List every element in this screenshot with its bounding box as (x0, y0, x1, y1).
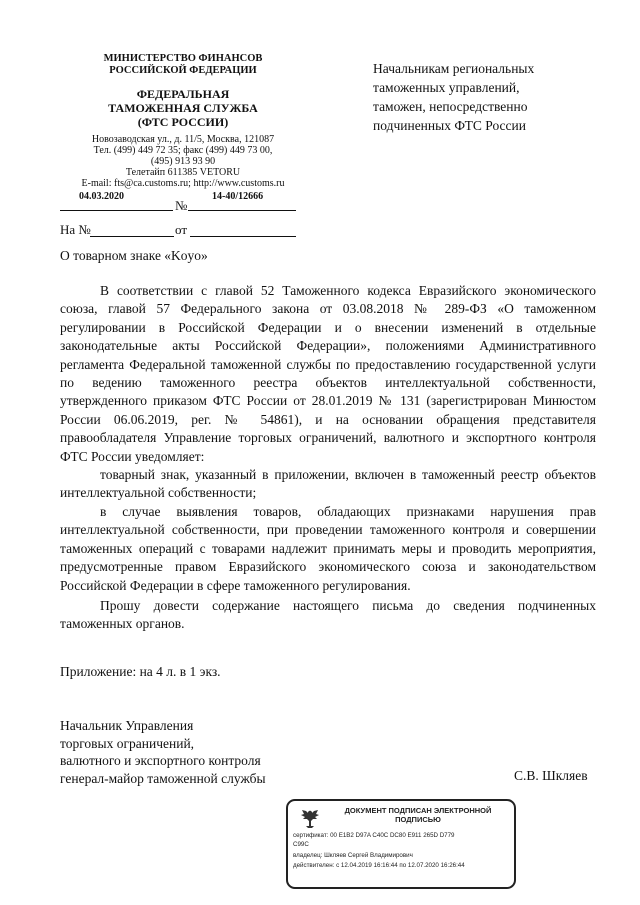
address-line: (495) 913 93 90 (150, 156, 216, 167)
ref-from-label: от (175, 222, 188, 237)
certificate-line-cont: C99C (293, 841, 309, 848)
date-underline (60, 210, 173, 211)
ministry-line: РОССИЙСКОЙ ФЕДЕРАЦИИ (109, 65, 257, 76)
position-line: генерал-майор таможенной службы (60, 770, 266, 786)
addressee-line: таможенных управлений, (373, 80, 520, 95)
validity-line: действителен: с 12.04.2019 16:16:44 по 12.07.2020 16:26:44 (293, 862, 465, 869)
ref-date-underline (190, 236, 296, 237)
stamp-title (328, 806, 508, 824)
ref-number-underline (90, 236, 174, 237)
letter-body (60, 282, 596, 634)
appendix-note: Приложение: на 4 л. в 1 экз. (60, 664, 221, 679)
registration-date: 04.03.2020 (79, 191, 124, 202)
body-paragraph: в случае выявления товаров, обладающих признаками нарушения прав интеллектуальной собственности, при проведении таможенного контроля и совершении таможенных операций с товарами надлежит принимать меры и проводить мероприятия, предусмотренные правом Евразийского экономического союза и законодательством Российской Федерации в сфере таможенного регулирования. (60, 503, 596, 593)
number-sign: № (175, 198, 188, 213)
service-line: (ФТС РОССИИ) (137, 115, 229, 129)
signer-position (60, 717, 266, 787)
position-line: валютного и экспортного контроля (60, 753, 261, 768)
sender-address (60, 134, 306, 178)
e-signature-stamp (286, 799, 516, 889)
double-headed-eagle-icon (298, 806, 322, 830)
address-line: Телетайп 611385 VETORU (125, 167, 241, 178)
addressee-line: таможен, непосредственно (373, 99, 528, 114)
address-line: Тел. (499) 449 72 35; факс (499) 449 73 00, (93, 145, 273, 156)
addressee (373, 59, 593, 135)
body-paragraph: В соответствии с главой 52 Таможенного кодекса Евразийского экономического союза, главой 57 Федерального закона от 03.08.2018 № 289-ФЗ «О таможенном регулировании в Российской Федерации и о внесении изменений в отдельные законодательные акты Российской Федерации», положениями Административного регламента Федеральной таможенной службы по предоставлению государственной услуги по ведению таможенного реестра объектов интеллектуальной собственности, утвержденного приказом ФТС России от 28.01.2019 № 131 (зарегистрирован Минюстом России 06.06.2019, рег. № 54861), и на основании обращения представителя правообладателя Управление торговых ограничений, валютного и экспортного контроля ФТС России уведомляет: (60, 283, 596, 464)
letter-subject: О товарном знаке «Koyo» (60, 248, 208, 263)
sender-contacts: E-mail: fts@ca.customs.ru; http://www.customs.ru (81, 178, 285, 189)
ministry-header (60, 53, 306, 77)
stamp-title-line: ДОКУМЕНТ ПОДПИСАН ЭЛЕКТРОННОЙ (344, 806, 492, 815)
service-header (60, 87, 306, 129)
ministry-line: МИНИСТЕРСТВО ФИНАНСОВ (103, 53, 263, 64)
body-paragraph: товарный знак, указанный в приложении, включен в таможенный реестр объектов интеллектуальной собственности; (60, 467, 596, 501)
addressee-line: Начальникам региональных (373, 61, 535, 76)
owner-line: владелец: Шкляев Сергей Владимирович (293, 852, 413, 859)
registration-number: 14-40/12666 (212, 191, 264, 202)
service-line: ФЕДЕРАЛЬНАЯ (136, 87, 230, 101)
position-line: Начальник Управления (60, 718, 194, 733)
stamp-title-line: ПОДПИСЬЮ (395, 815, 441, 824)
body-paragraph: Прошу довести содержание настоящего письма до сведения подчиненных таможенных органов. (60, 597, 596, 632)
addressee-line: подчиненных ФТС России (373, 118, 526, 133)
service-line: ТАМОЖЕННАЯ СЛУЖБА (108, 101, 258, 115)
certificate-line: сертификат: 00 E1B2 D97A C40C DC80 E911 265D D779 (293, 832, 455, 839)
number-underline (188, 210, 296, 211)
signer-name: С.В. Шкляев (514, 768, 588, 783)
position-line: торговых ограничений, (60, 735, 195, 751)
address-line: Новозаводская ул., д. 11/5, Москва, 121087 (91, 134, 275, 145)
ref-label: На № (60, 222, 91, 237)
